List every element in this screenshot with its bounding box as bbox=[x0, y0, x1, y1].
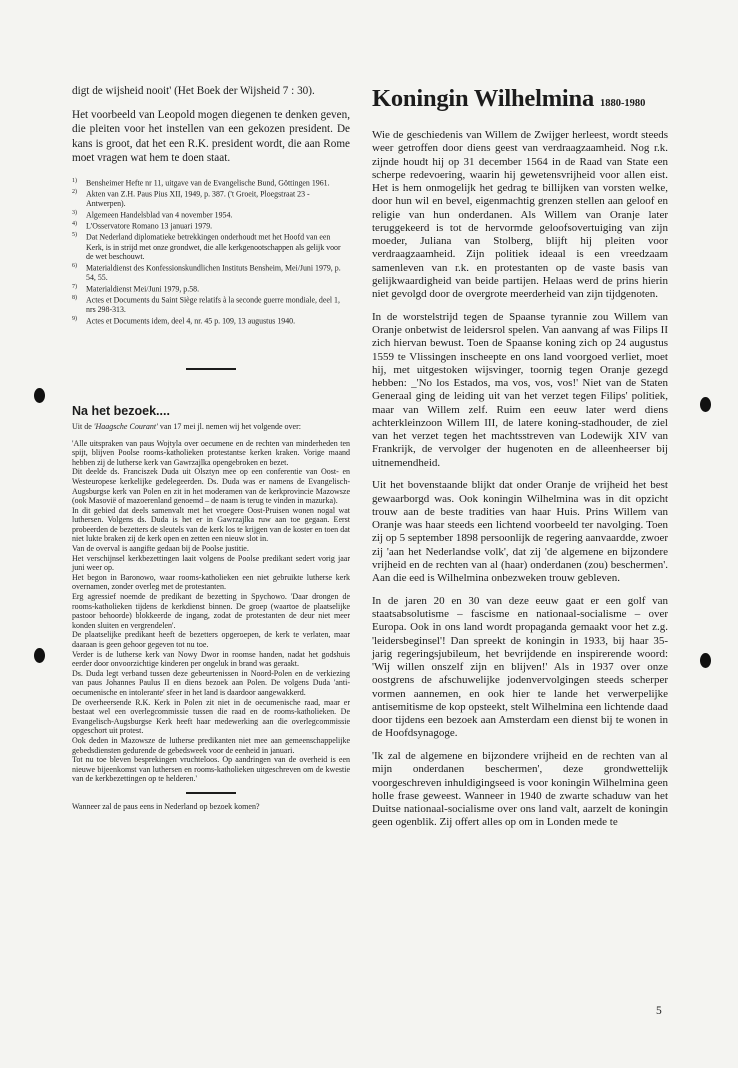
footnote bbox=[72, 231, 350, 261]
footnote-text: Bensheimer Hefte nr 11, uitgave van de Evangelische Bund, Göttingen 1961. bbox=[86, 178, 330, 188]
footnote-number: 5) bbox=[72, 232, 77, 239]
quote-paragraph: Ds. Duda legt verband tussen deze gebeurtenissen in Noord-Polen en de verkiezing van paus Johannes Paulus II en diens bezoek aan Polen. De volgens Duda 'anti-oecumenische en intolerante' sfeer in het land is daardoor aangewakkerd. bbox=[72, 668, 350, 697]
footnote bbox=[72, 177, 350, 188]
quote-paragraph: Het verschijnsel kerkbezettingen laait volgens de Poolse predikant sedert vorig jaar juni weer op. bbox=[72, 553, 350, 573]
quote-paragraph: Van de overval is aangifte gedaan bij de Poolse justitie. bbox=[72, 544, 249, 554]
page-number: 5 bbox=[656, 1005, 662, 1017]
footnote bbox=[72, 220, 350, 231]
binder-hole-right-top bbox=[700, 397, 711, 412]
article-paragraph: In de jaren 20 en 30 van deze eeuw gaat er een golf van staatsabsolutisme – fascisme en nationaal-socialisme – over Europa. Ook in ons land wordt propaganda gemaakt voor het z.g. 'leidersbeginsel'! Dan spreekt de koningin in 1933, bij haar 35-jarig regeringsjubileum, het bevrijdende en inspirerende woord: 'Wij willen onszelf zijn en blijven!' Als in 1937 over onze oostgrens de afschuwelijke jodenvervolgingen steeds scherper vormen aannemen, en ook hier te lande het verwerpelijke antisemitisme de kop opsteekt, stelt Wilhelmina een lichtende daad door tijdens een bezoek aan Amsterdam een dienst bij te wonen in de Hoofdsynagoge. bbox=[372, 594, 668, 740]
footnote bbox=[72, 294, 350, 315]
quote-paragraph: 'Alle uitspraken van paus Wojtyla over oecumene en de rechten van minderheden ten spijt, blijven Poolse rooms-katholieken protestantse kerken kraken. Vorige maand hebben zij de lutherse kerk van Gawrzajlka opengebroken en bezet. bbox=[72, 438, 350, 467]
footnote bbox=[72, 209, 350, 220]
quote-paragraph: Ook deden in Mazowsze de lutherse predikanten niet mee aan gemeenschappelijke gebedsdiensten gedurende de gebedsweek voor de eenheid in januari. bbox=[72, 735, 350, 755]
quote-paragraph: In dit gebied dat deels samenvalt met het vroegere Oost-Pruisen wonen nogal wat luthersen. Volgens ds. Duda is het er in Gawrzajlka ruw aan toe gegaan. Eerst probeerden de bezetters de sleutels van de kerk los te krijgen van de koster en toen dat niet lukte braken zij de kerk open en zetten een nieuw slot in. bbox=[72, 505, 350, 544]
footnote-text: Actes et Documents idem, deel 4, nr. 45 p. 109, 13 augustus 1940. bbox=[86, 316, 296, 326]
footnote-text: Dat Nederland diplomatieke betrekkingen onderhoudt met het Hoofd van een Kerk, is in strijd met onze grondwet, die alle kerkgenootschappen als gelijk voor de wet beschouwt. bbox=[86, 233, 341, 262]
article-paragraph: Wie de geschiedenis van Willem de Zwijger herleest, wordt steeds weer getroffen door diens geest van verdraagzaamheid. Nog r.k. zijnde houdt hij op 31 december 1564 in de Raad van State een scherpe redevoering, waarin hij gewetensvrijheid voor allen eist. Het is hem onmogelijk het gedrag te billijken van vorsten welke, door hun wil en bevel, eigenmachtig grenzen stellen aan geloof en religie van hun onderdanen. Als Willem van Oranje later teruggekeerd is tot de hervormde geloofsovertuiging van zijn moeder, Juliana van Stolberg, blijft hij pleiten voor verdraagzaamheid. Zijn politiek ideaal is een vreedzaam samenleven van r.k. en protestanten op de vaste basis van gelijkwaardigheid van beide partijen. Helaas werd de prins hierin niet gevolgd door de overgrote meerderheid van zijn tijdgenoten. bbox=[372, 129, 668, 300]
section-intro: Uit de 'Haagsche Courant' van 17 mei jl. nemen wij het volgende over: bbox=[72, 421, 301, 431]
leopold-paragraph: Het voorbeeld van Leopold mogen diegenen te denken geven, die pleiten voor het instellen van een gekozen president. De kans is groot, dat het een R.K. president wordt, die aan Rome moet vragen wat hem te doen staat. bbox=[72, 109, 350, 164]
quote-paragraph: Tot nu toe bleven besprekingen vruchteloos. Op aandringen van de overheid is een nieuwe bijeenkomst van luthersen en rooms-katholieken uitgeschreven om de kwestie van de kerkbezettingen op te helderen.' bbox=[72, 755, 350, 784]
quote-paragraph: Erg agressief noemde de predikant de bezetting in Spychowo. 'Daar drongen de rooms-katholieken tijdens de kerkdienst binnen. De groep (waartoe de plaatselijke pastoor behoorde) blokkeerde de ingang, zodat de protestanten de deur niet meer konden sluiten en vergrendelen'. bbox=[72, 592, 350, 630]
footnote-text: L'Osservatore Romano 13 januari 1979. bbox=[86, 221, 213, 231]
section-divider bbox=[186, 368, 236, 370]
footnote-text: Materialdienst des Konfessionskundlichen Instituts Bensheim, Mei/Juni 1979, p. 54, 55. bbox=[86, 263, 341, 283]
quote-paragraph: De plaatselijke predikant heeft de bezetters opgeroepen, de kerk te verlaten, maar daaraan is geen gehoor gegeven tot nu toe. bbox=[72, 630, 350, 650]
quote-paragraph: Dit deelde ds. Franciszek Duda uit Olsztyn mee op een conferentie van Oost- en Westeuropese kerkelijke gedelegeerden. Ds. Duda was er namens de Evangelisch-Augsburgse kerk van Polen en zit in het moderamen van de kerkprovincie Mazowsze (ook Masovië of mazoerenland genoemd – de naam is terug te vinden in mazurka). bbox=[72, 467, 350, 506]
binder-hole-top bbox=[34, 388, 45, 403]
quote-paragraph: De overheersende R.K. Kerk in Polen zit niet in de oecumenische raad, maar er bestaat wel een overlegcommissie tussen die raad en de rooms-katholieken. De Evangelisch-Augsburgse Kerk heeft haar medewerking aan die overlegcommissie opgeschort uit protest. bbox=[72, 697, 350, 736]
source-newspaper: 'Haagsche Courant' bbox=[93, 421, 158, 431]
footnote-number: 9) bbox=[72, 315, 77, 322]
footnote bbox=[72, 188, 350, 209]
footnote-number: 2) bbox=[72, 189, 77, 196]
closing-question: Wanneer zal de paus eens in Nederland op bezoek komen? bbox=[72, 801, 260, 811]
article-paragraph: Uit het bovenstaande blijkt dat onder Oranje de vrijheid het best gewaarborgd was. Ook koningin Wilhelmina was in dit opzicht trouw aan de beste tradities van haar Huis. Prins Willem van Oranje was haar steeds een lichtend voorbeeld ter navolging. Toen zij op 5 september 1898 persoonlijk de regering aanvaardde, zwoer zij 'aan het Nederlandse volk', dat zij 'de algemene en bijzondere vrijheid en de rechten van al (haar) onderdanen (zou) beschermen'. Aan die eed is Wilhelmina onbezweken trouw gebleven. bbox=[372, 479, 668, 584]
footnote-number: 1) bbox=[72, 178, 77, 185]
quote-paragraph: Verder is de lutherse kerk van Nowy Dwor in roomse handen, nadat het godshuis eerder door onvoorzichtige kinderen per ongeluk in brand was geraakt. bbox=[72, 649, 350, 669]
binder-hole-bottom bbox=[34, 648, 45, 663]
footnote-number: 7) bbox=[72, 283, 77, 290]
footnote-list bbox=[72, 177, 350, 326]
binder-hole-right-bottom bbox=[700, 653, 711, 668]
left-column bbox=[72, 84, 350, 812]
closing-divider bbox=[186, 792, 236, 794]
article-body bbox=[372, 129, 668, 830]
footnote bbox=[72, 315, 350, 326]
footnote-text: Algemeen Handelsblad van 4 november 1954. bbox=[86, 210, 233, 220]
newspaper-quote bbox=[72, 439, 350, 784]
footnote-number: 8) bbox=[72, 294, 77, 301]
footnote bbox=[72, 262, 350, 283]
footnote bbox=[72, 283, 350, 294]
footnote-text: Akten van Z.H. Paus Pius XII, 1949, p. 387. ('t Groeit, Ploegstraat 23 - Antwerpen). bbox=[86, 189, 310, 209]
footnote-text: Actes et Documents du Saint Siège relatifs à la seconde guerre mondiale, deel 1, nrs 298-313. bbox=[86, 295, 340, 315]
quote-paragraph: Het begon in Baronowo, waar rooms-katholieken een niet gebruikte lutherse kerk overnamen, zonder overleg met de protestanten. bbox=[72, 572, 350, 592]
footnote-number: 6) bbox=[72, 262, 77, 269]
lead-quote: digt de wijsheid nooit' (Het Boek der Wijsheid 7 : 30). bbox=[72, 85, 315, 97]
footnote-number: 4) bbox=[72, 221, 77, 228]
article-years: 1880-1980 bbox=[599, 98, 646, 109]
section-title: Na het bezoek.... bbox=[72, 403, 170, 418]
article-title: Koningin Wilhelmina 1880-1980 bbox=[372, 85, 646, 112]
footnote-text: Materialdienst Mei/Juni 1979, p.58. bbox=[86, 284, 200, 294]
right-column bbox=[372, 84, 668, 839]
article-paragraph: In de worstelstrijd tegen de Spaanse tyrannie zou Willem van Oranje onbetwist de leidersrol spelen. Van aanvang af was Filips II zich hiervan bewust. Toen de Spaanse koning zich op 24 augustus 1559 te Vlissingen inscheepte en ons land voorgoed verliet, moet hij, met uitgestoken wijsvinger, toornig tegen Oranje gezegd hebben: _'No los Estados, ma vos, vos, vos!' Niet van de Staten Generaal ging de leiding uit van het verzet tegen Filips' politiek, maar van Willem zelf. Ruim een eeuw later werd diens achterkleinzoon Willem III, de latere koning-stadhouder, de ziel van het verzet tegen het machtsstreven van Lodewijk XIV van Frankrijk, de vervolger der hugenoten en de alleenheerser bij uitnemendheid. bbox=[372, 310, 668, 469]
article-paragraph: 'Ik zal de algemene en bijzondere vrijheid en de rechten van al mijn onderdanen beschermen', deze grondwettelijk voorgeschreven inhuldigingseed is voor koningin Wilhelmina geen holle frase geweest. Wanneer in 1940 de zwarte schaduw van het Duitse nationaal-socialisme over ons land valt, aarzelt de koningin geen ogenblik. Zij offert alles op om in Londen mede te bbox=[372, 750, 668, 829]
footnote-number: 3) bbox=[72, 210, 77, 217]
